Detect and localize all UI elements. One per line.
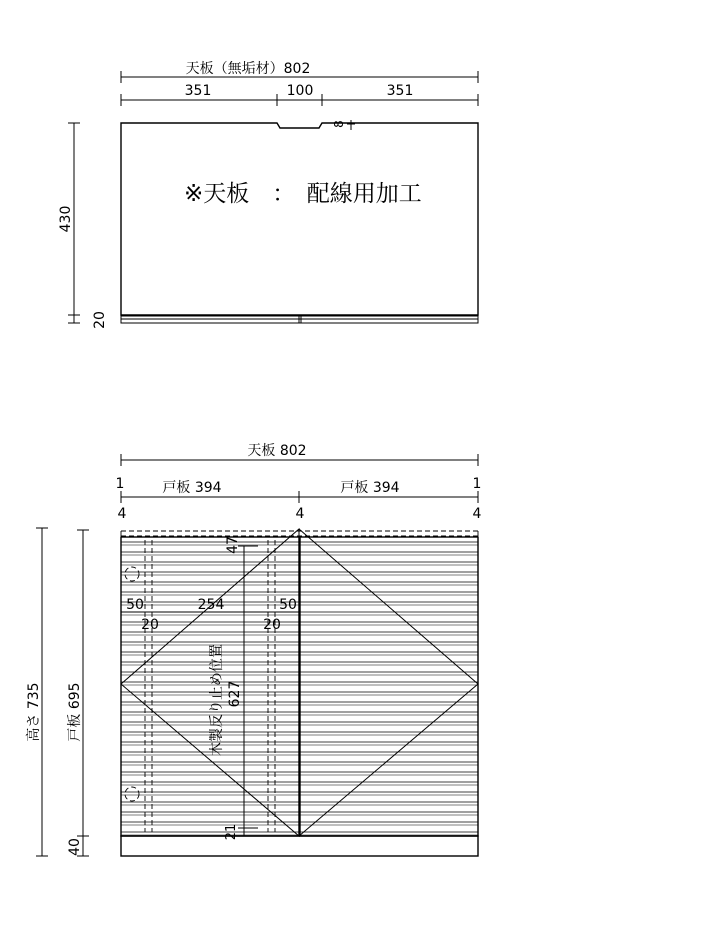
thickness-label: 20 [92, 311, 108, 329]
front-view [25, 442, 482, 856]
total-height-label: 高さ 735 [26, 682, 42, 742]
gap-right-label: 4 [472, 506, 482, 522]
base-height-label: 40 [67, 838, 83, 856]
top-offset-label: 47 [225, 536, 241, 554]
dim-254: 254 [197, 597, 225, 613]
door-height-label: 戸板 695 [67, 682, 83, 742]
dim-50-left: 50 [126, 597, 144, 613]
door-right-label: 戸板 394 [340, 480, 400, 496]
dim-20-right: 20 [263, 617, 281, 633]
base-plinth [121, 836, 478, 856]
height-label: 430 [58, 205, 74, 233]
hinge-circle [125, 787, 139, 801]
stop-label: 木製反り止め位置 [209, 644, 225, 756]
notch-depth-label: 8 [332, 120, 346, 128]
dim-50-right: 50 [279, 597, 297, 613]
bottom-offset-label: 21 [224, 823, 239, 841]
dim-20-left: 20 [141, 617, 159, 633]
stop-height-label: 627 [227, 680, 243, 708]
tabletop-outline [121, 123, 478, 315]
seg-right-label: 351 [386, 83, 414, 99]
door-left-label: 戸板 394 [162, 480, 222, 496]
seg-left-label: 351 [184, 83, 212, 99]
gap-left-label: 4 [117, 506, 127, 522]
top-total-label: 天板（無垢材）802 [185, 61, 311, 77]
hinge-circle [125, 567, 139, 581]
top-note: ※天板 ： 配線用加工 [184, 181, 422, 207]
gap-mid-label: 4 [295, 506, 305, 522]
seg-mid-label: 100 [286, 83, 314, 99]
edge-right-label: 1 [472, 476, 482, 492]
front-top-label: 天板 802 [247, 443, 307, 459]
top-view [58, 60, 478, 329]
edge-left-label: 1 [115, 476, 125, 492]
